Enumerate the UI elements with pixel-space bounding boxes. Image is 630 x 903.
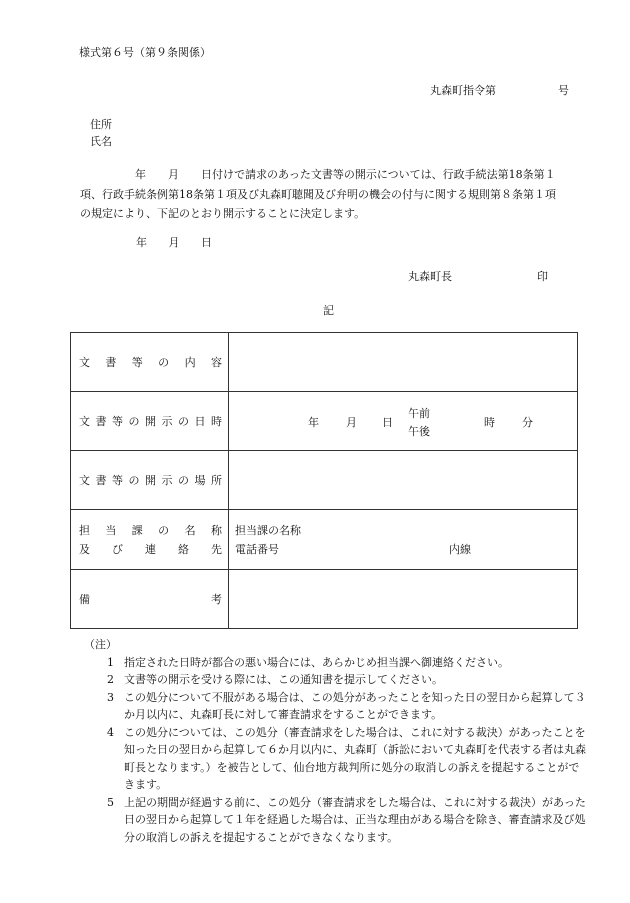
phone-line — [235, 540, 576, 559]
table-row — [71, 392, 578, 451]
body-line-3: の規定により、下記のとおり開示することに決定します。 — [80, 207, 366, 220]
note-item: 5 上記の期間が経過する前に、この処分（審査請求をした場合は、これに対する裁決）があった日の翌日から起算して１年を経過した場合は、正当な理由がある場合を除き、審査請求及び処分の取消しの訴えを提起することができなくなります。 — [107, 795, 586, 844]
issue-day: 日 — [201, 236, 212, 249]
body-line-1: 年 月 日付けで請求のあった文書等の開示については、行政手続法第18条第１ — [135, 168, 556, 181]
content-value-cell[interactable] — [229, 333, 578, 392]
notes-heading: （注） — [84, 638, 117, 651]
seal-mark: 印 — [537, 270, 548, 283]
recipient-block — [90, 116, 112, 150]
issue-date — [136, 234, 230, 250]
remarks-value-cell[interactable] — [229, 570, 578, 629]
row-label-remarks — [71, 570, 229, 629]
name-label: 氏名 — [90, 135, 112, 148]
doc-number-label: 丸森町指令第 — [430, 84, 496, 97]
note-item: 1 指定された日時が都合の悪い場合には、あらかじめ担当課へ御連絡ください。 — [107, 655, 509, 669]
body-paragraph — [80, 165, 582, 224]
dt-day: 日 — [382, 416, 393, 429]
row-label-datetime — [71, 392, 229, 451]
row-label-content — [71, 333, 229, 392]
spread-label: 担 当 課 の 名 称 — [79, 523, 222, 537]
address-label: 住所 — [90, 118, 112, 131]
row-label-contact — [71, 510, 229, 570]
form-number: 様式第６号（第９条関係） — [79, 46, 211, 59]
table-row — [71, 510, 578, 570]
issue-year: 年 — [136, 236, 147, 249]
issuer-title: 丸森町長 — [408, 270, 452, 283]
dt-am: 午前 — [408, 407, 430, 420]
dt-month: 月 — [346, 416, 357, 429]
datetime-value-cell[interactable] — [229, 392, 578, 451]
spread-label: 文 書 等 の 開 示 の 日 時 — [79, 415, 222, 428]
note-item: 4 この処分については、この処分（審査請求をした場合は、これに対する裁決）があったことを知った日の翌日から起算して６か月以内に、丸森町（訴訟において丸森町を代表する者は丸森町長となります。）を被告として、仙台地方裁判所に処分の取消しの訴えを提起することができます。 — [107, 725, 586, 791]
issuer-line — [408, 268, 548, 284]
dt-hour: 時 — [484, 416, 495, 429]
place-value-cell[interactable] — [229, 451, 578, 510]
dt-pm: 午後 — [408, 425, 430, 438]
spread-label: 文 書 等 の 開 示 の 場 所 — [79, 474, 222, 487]
table-row — [71, 451, 578, 510]
issue-month: 月 — [168, 236, 180, 249]
dept-name-label: 担当課の名称 — [235, 523, 301, 537]
spread-label: 及 び 連 絡 先 — [79, 542, 222, 556]
spread-label: 備 考 — [79, 593, 222, 606]
extension-label: 内線 — [449, 542, 471, 556]
note-item: 3 この処分について不服がある場合は、この処分があったことを知った日の翌日から起算して３か月以内に、丸森町長に対して審査請求をすることができます。 — [107, 690, 586, 721]
dt-minute: 分 — [522, 416, 533, 429]
table-row — [71, 333, 578, 392]
document-number — [430, 82, 569, 98]
dt-year: 年 — [308, 416, 319, 429]
phone-label: 電話番号 — [235, 542, 279, 556]
contact-value-cell[interactable] — [229, 510, 578, 570]
table-row — [71, 570, 578, 629]
body-line-2: 項、行政手続条例第18条第１項及び丸森町聴聞及び弁明の機会の付与に関する規則第８条第１項 — [80, 187, 556, 201]
ki-heading: 記 — [323, 304, 334, 317]
notes-section — [78, 636, 588, 846]
note-item: 2 文書等の開示を受ける際には、この通知書を提示してください。 — [107, 673, 443, 686]
row-label-place — [71, 451, 229, 510]
doc-number-suffix: 号 — [558, 84, 569, 97]
disclosure-table — [70, 332, 578, 629]
datetime-fields — [230, 393, 576, 449]
spread-label: 文 書 等 の 内 容 — [79, 356, 222, 369]
